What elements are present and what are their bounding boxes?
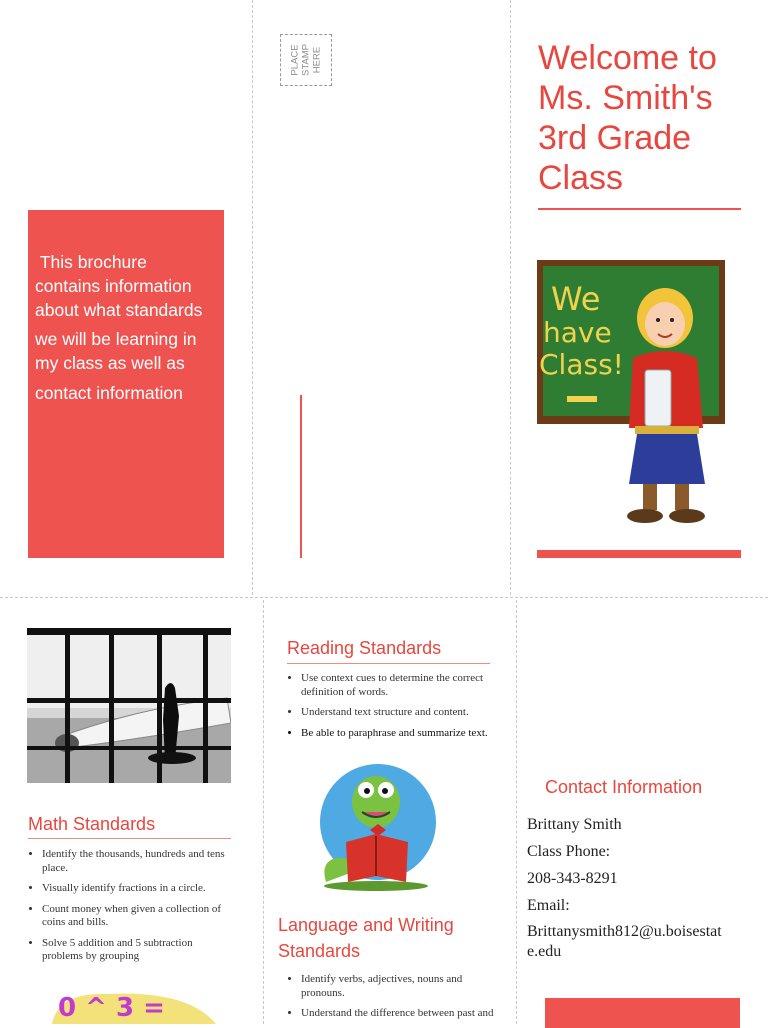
reading-standards-list (287, 672, 496, 747)
contact-heading: Contact Information (545, 777, 703, 797)
list-item: • Use context cues to determine the correct definition of words. (301, 672, 496, 699)
contact-phone-label: Class Phone: (527, 843, 611, 860)
intro-line: contact information (35, 383, 183, 403)
accent-bar (537, 550, 741, 558)
language-standards-list (287, 973, 501, 1028)
worm-head (352, 776, 400, 828)
chalkboard-text: Class! (539, 348, 624, 381)
reading-heading: Reading Standards (287, 638, 442, 658)
list-item: • Visually identify fractions in a circle. (42, 882, 232, 896)
stamp-line: HERE (311, 46, 323, 74)
contact-email (527, 922, 747, 962)
reading-heading-rule (287, 663, 490, 664)
stamp-label (290, 34, 323, 86)
intro-line: about what standards (35, 300, 203, 320)
list-item: • Be able to paraphrase and summarize text. (301, 727, 496, 741)
title-line: Ms. Smith's (538, 79, 713, 117)
teacher-papers (645, 370, 671, 426)
title-line: 3rd Grade (538, 119, 692, 157)
fold-line-left (252, 0, 253, 595)
page-divider (0, 597, 768, 598)
brochure-title (538, 38, 763, 198)
list-item: • Understand text structure and content. (301, 706, 496, 720)
fold-line-right (510, 0, 511, 595)
contact-details (527, 811, 747, 962)
accent-vertical-line (300, 395, 302, 558)
stamp-line: STAMP (300, 43, 312, 77)
language-heading (278, 912, 454, 964)
language-heading-line: Language and Writing (278, 915, 454, 935)
title-rule (538, 208, 741, 210)
bookworm-illustration (306, 762, 442, 894)
stamp-line: PLACE (289, 44, 301, 76)
airport-window-photo (27, 628, 231, 783)
list-item: • Solve 5 addition and 5 subtraction problems by grouping (42, 937, 232, 964)
list-item: • Count money when given a collection of coins and bills. (42, 903, 232, 930)
stamp-box (280, 34, 332, 86)
intro-text (35, 250, 223, 405)
list-item: • Identify verbs, adjectives, nouns and pronouns. (301, 973, 501, 1000)
math-standards-list (28, 848, 232, 971)
intro-line: my class as well as (35, 353, 185, 373)
teacher-skirt (629, 434, 705, 484)
intro-line: This brochure (35, 252, 147, 272)
language-heading-line: Standards (278, 941, 361, 961)
intro-panel (28, 210, 224, 558)
chalkboard-text: have (543, 316, 612, 349)
contact-email-label: Email: (527, 897, 570, 914)
chalkboard-text: We (551, 280, 601, 318)
teacher-chalkboard-illustration (537, 258, 729, 536)
intro-line: contains information (35, 276, 192, 296)
title-line: Welcome to (538, 39, 717, 77)
fold-line-bottom-right (516, 600, 517, 1024)
contact-name: Brittany Smith (527, 816, 622, 833)
list-item: • Understand the difference between past and (301, 1007, 501, 1021)
fold-line-bottom-left (263, 600, 264, 1024)
list-item: • Identify the thousands, hundreds and tens place. (42, 848, 232, 875)
numbers-illustration (48, 988, 218, 1024)
intro-line: we will be learning in (35, 329, 197, 349)
math-heading: Math Standards (28, 814, 156, 834)
title-line: Class (538, 159, 624, 197)
contact-phone: 208-343-8291 (527, 870, 618, 887)
teacher-face (645, 302, 685, 346)
contact-email-line: Brittanysmith812@u.boisestat (527, 923, 722, 940)
numbers-art-text: 0 ^ 3 = (58, 993, 165, 1023)
math-heading-rule (28, 838, 231, 839)
contact-email-line: e.edu (527, 943, 562, 960)
